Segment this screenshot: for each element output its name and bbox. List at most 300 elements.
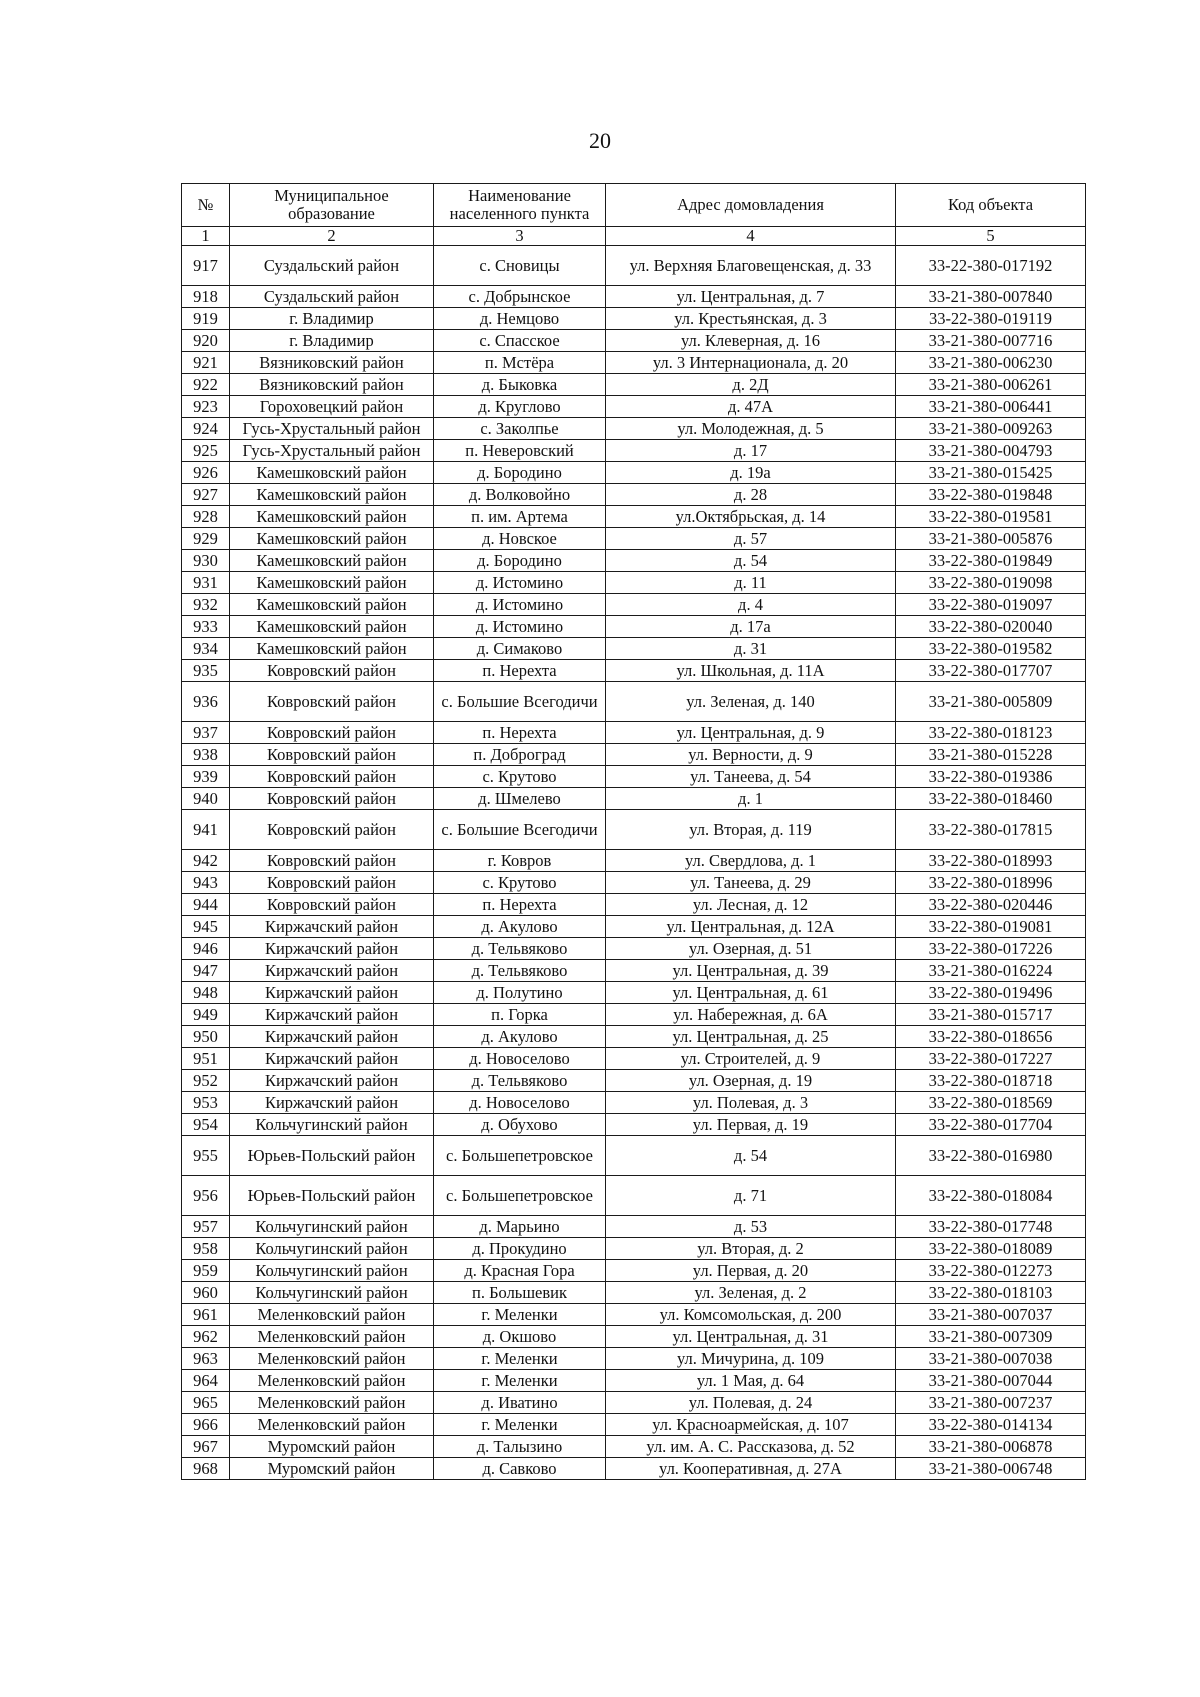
table-row <box>182 1216 1086 1238</box>
cell-object-code: 33-22-380-016980 <box>896 1136 1086 1176</box>
cell-municipality: Меленковский район <box>230 1348 434 1370</box>
table-row <box>182 1392 1086 1414</box>
cell-address: ул. Свердлова, д. 1 <box>606 850 896 872</box>
cell-settlement: д. Полутино <box>434 982 606 1004</box>
cell-number: 947 <box>182 960 230 982</box>
table-row <box>182 1114 1086 1136</box>
column-number-3: 3 <box>434 227 606 246</box>
cell-address: д. 1 <box>606 788 896 810</box>
cell-number: 966 <box>182 1414 230 1436</box>
cell-object-code: 33-21-380-007716 <box>896 330 1086 352</box>
cell-settlement: д. Савково <box>434 1458 606 1480</box>
cell-number: 958 <box>182 1238 230 1260</box>
cell-municipality: Камешковский район <box>230 550 434 572</box>
cell-municipality: Кольчугинский район <box>230 1282 434 1304</box>
table-row <box>182 1414 1086 1436</box>
cell-object-code: 33-22-380-017707 <box>896 660 1086 682</box>
cell-object-code: 33-22-380-019848 <box>896 484 1086 506</box>
cell-settlement: д. Иватино <box>434 1392 606 1414</box>
cell-municipality: Камешковский район <box>230 506 434 528</box>
cell-object-code: 33-22-380-017704 <box>896 1114 1086 1136</box>
table-row <box>182 1436 1086 1458</box>
cell-settlement: д. Новоселово <box>434 1092 606 1114</box>
cell-object-code: 33-22-380-018460 <box>896 788 1086 810</box>
cell-object-code: 33-22-380-019081 <box>896 916 1086 938</box>
cell-municipality: Вязниковский район <box>230 374 434 396</box>
cell-number: 933 <box>182 616 230 638</box>
cell-settlement: д. Окшово <box>434 1326 606 1348</box>
cell-settlement: п. Нерехта <box>434 660 606 682</box>
cell-number: 934 <box>182 638 230 660</box>
cell-municipality: Ковровский район <box>230 872 434 894</box>
cell-address: ул. Центральная, д. 31 <box>606 1326 896 1348</box>
cell-address: ул. Зеленая, д. 2 <box>606 1282 896 1304</box>
cell-address: ул. Полевая, д. 3 <box>606 1092 896 1114</box>
cell-settlement: с. Спасское <box>434 330 606 352</box>
cell-number: 952 <box>182 1070 230 1092</box>
cell-settlement: г. Ковров <box>434 850 606 872</box>
cell-address: ул. Зеленая, д. 140 <box>606 682 896 722</box>
cell-municipality: Киржачский район <box>230 960 434 982</box>
cell-object-code: 33-22-380-017192 <box>896 246 1086 286</box>
cell-address: ул. Лесная, д. 12 <box>606 894 896 916</box>
cell-municipality: Гороховецкий район <box>230 396 434 418</box>
cell-municipality: Юрьев-Польский район <box>230 1136 434 1176</box>
cell-address: ул. Озерная, д. 51 <box>606 938 896 960</box>
cell-municipality: Кольчугинский район <box>230 1114 434 1136</box>
cell-municipality: Меленковский район <box>230 1326 434 1348</box>
cell-number: 942 <box>182 850 230 872</box>
cell-municipality: Вязниковский район <box>230 352 434 374</box>
cell-object-code: 33-21-380-009263 <box>896 418 1086 440</box>
cell-number: 945 <box>182 916 230 938</box>
cell-municipality: Киржачский район <box>230 982 434 1004</box>
header-address: Адрес домовладения <box>606 184 896 227</box>
cell-number: 932 <box>182 594 230 616</box>
cell-municipality: г. Владимир <box>230 308 434 330</box>
cell-address: ул. Первая, д. 19 <box>606 1114 896 1136</box>
cell-municipality: Киржачский район <box>230 938 434 960</box>
table-row <box>182 766 1086 788</box>
cell-municipality: Киржачский район <box>230 916 434 938</box>
cell-address: д. 57 <box>606 528 896 550</box>
cell-settlement: д. Акулово <box>434 1026 606 1048</box>
cell-object-code: 33-21-380-015425 <box>896 462 1086 484</box>
cell-number: 921 <box>182 352 230 374</box>
table-row <box>182 638 1086 660</box>
cell-object-code: 33-22-380-018084 <box>896 1176 1086 1216</box>
cell-number: 931 <box>182 572 230 594</box>
cell-address: ул. Строителей, д. 9 <box>606 1048 896 1070</box>
cell-settlement: д. Тельвяково <box>434 1070 606 1092</box>
cell-municipality: г. Владимир <box>230 330 434 352</box>
header-object-code: Код объекта <box>896 184 1086 227</box>
table-header-row <box>182 184 1086 227</box>
table-row <box>182 722 1086 744</box>
table-row <box>182 1026 1086 1048</box>
cell-object-code: 33-21-380-007044 <box>896 1370 1086 1392</box>
cell-address: ул. Центральная, д. 7 <box>606 286 896 308</box>
table-row <box>182 810 1086 850</box>
table-row <box>182 744 1086 766</box>
cell-settlement: д. Немцово <box>434 308 606 330</box>
cell-settlement: п. Нерехта <box>434 894 606 916</box>
cell-address: д. 4 <box>606 594 896 616</box>
table-row <box>182 484 1086 506</box>
cell-settlement: д. Быковка <box>434 374 606 396</box>
header-number: № <box>182 184 230 227</box>
cell-number: 925 <box>182 440 230 462</box>
cell-settlement: с. Большепетровское <box>434 1176 606 1216</box>
cell-municipality: Ковровский район <box>230 894 434 916</box>
table-row <box>182 872 1086 894</box>
cell-address: д. 28 <box>606 484 896 506</box>
cell-number: 938 <box>182 744 230 766</box>
page-number: 20 <box>589 128 611 153</box>
cell-municipality: Юрьев-Польский район <box>230 1176 434 1216</box>
cell-address: ул. Школьная, д. 11А <box>606 660 896 682</box>
cell-settlement: п. им. Артема <box>434 506 606 528</box>
cell-object-code: 33-21-380-006878 <box>896 1436 1086 1458</box>
table-row <box>182 938 1086 960</box>
table-row <box>182 1176 1086 1216</box>
cell-address: ул. Вторая, д. 2 <box>606 1238 896 1260</box>
cell-settlement: д. Шмелево <box>434 788 606 810</box>
cell-settlement: п. Нерехта <box>434 722 606 744</box>
table-row <box>182 1458 1086 1480</box>
cell-object-code: 33-22-380-012273 <box>896 1260 1086 1282</box>
cell-address: ул. 1 Мая, д. 64 <box>606 1370 896 1392</box>
cell-number: 965 <box>182 1392 230 1414</box>
cell-settlement: д. Круглово <box>434 396 606 418</box>
cell-municipality: Суздальский район <box>230 246 434 286</box>
cell-object-code: 33-21-380-005876 <box>896 528 1086 550</box>
cell-municipality: Ковровский район <box>230 766 434 788</box>
cell-object-code: 33-22-380-019098 <box>896 572 1086 594</box>
cell-number: 930 <box>182 550 230 572</box>
table-row <box>182 1048 1086 1070</box>
table-row <box>182 1348 1086 1370</box>
cell-number: 948 <box>182 982 230 1004</box>
cell-municipality: Ковровский район <box>230 788 434 810</box>
cell-municipality: Ковровский район <box>230 850 434 872</box>
cell-address: ул. Клеверная, д. 16 <box>606 330 896 352</box>
cell-number: 922 <box>182 374 230 396</box>
table-body <box>182 246 1086 1480</box>
column-number-5: 5 <box>896 227 1086 246</box>
cell-municipality: Кольчугинский район <box>230 1238 434 1260</box>
table-row <box>182 594 1086 616</box>
column-numbers-row <box>182 227 1086 246</box>
cell-object-code: 33-22-380-017227 <box>896 1048 1086 1070</box>
cell-number: 928 <box>182 506 230 528</box>
cell-object-code: 33-21-380-007237 <box>896 1392 1086 1414</box>
cell-settlement: д. Обухово <box>434 1114 606 1136</box>
cell-number: 923 <box>182 396 230 418</box>
cell-municipality: Ковровский район <box>230 744 434 766</box>
table-row <box>182 528 1086 550</box>
table-row <box>182 418 1086 440</box>
cell-municipality: Кольчугинский район <box>230 1260 434 1282</box>
table-row <box>182 916 1086 938</box>
column-number-1: 1 <box>182 227 230 246</box>
cell-municipality: Меленковский район <box>230 1304 434 1326</box>
cell-number: 935 <box>182 660 230 682</box>
cell-number: 959 <box>182 1260 230 1282</box>
cell-settlement: с. Крутово <box>434 766 606 788</box>
cell-address: ул. Молодежная, д. 5 <box>606 418 896 440</box>
table-row <box>182 850 1086 872</box>
cell-object-code: 33-22-380-018123 <box>896 722 1086 744</box>
cell-object-code: 33-21-380-016224 <box>896 960 1086 982</box>
cell-address: ул. Центральная, д. 39 <box>606 960 896 982</box>
cell-municipality: Ковровский район <box>230 660 434 682</box>
cell-address: ул. Мичурина, д. 109 <box>606 1348 896 1370</box>
cell-object-code: 33-22-380-019582 <box>896 638 1086 660</box>
cell-number: 961 <box>182 1304 230 1326</box>
cell-address: ул. Танеева, д. 54 <box>606 766 896 788</box>
cell-settlement: д. Марьино <box>434 1216 606 1238</box>
table-row <box>182 1070 1086 1092</box>
cell-address: ул. Центральная, д. 9 <box>606 722 896 744</box>
table-row <box>182 1092 1086 1114</box>
cell-settlement: с. Заколпье <box>434 418 606 440</box>
cell-object-code: 33-21-380-015228 <box>896 744 1086 766</box>
cell-settlement: с. Сновицы <box>434 246 606 286</box>
cell-object-code: 33-21-380-007309 <box>896 1326 1086 1348</box>
cell-number: 917 <box>182 246 230 286</box>
cell-number: 968 <box>182 1458 230 1480</box>
cell-settlement: д. Акулово <box>434 916 606 938</box>
cell-municipality: Киржачский район <box>230 1026 434 1048</box>
cell-object-code: 33-21-380-005809 <box>896 682 1086 722</box>
cell-object-code: 33-21-380-006230 <box>896 352 1086 374</box>
cell-object-code: 33-22-380-020446 <box>896 894 1086 916</box>
cell-object-code: 33-22-380-018569 <box>896 1092 1086 1114</box>
cell-number: 954 <box>182 1114 230 1136</box>
cell-address: ул. им. А. С. Рассказова, д. 52 <box>606 1436 896 1458</box>
cell-settlement: г. Меленки <box>434 1370 606 1392</box>
table-row <box>182 1136 1086 1176</box>
cell-number: 918 <box>182 286 230 308</box>
cell-address: д. 71 <box>606 1176 896 1216</box>
cell-object-code: 33-22-380-019386 <box>896 766 1086 788</box>
cell-municipality: Камешковский район <box>230 528 434 550</box>
cell-object-code: 33-21-380-006261 <box>896 374 1086 396</box>
cell-address: ул. Полевая, д. 24 <box>606 1392 896 1414</box>
cell-settlement: д. Новское <box>434 528 606 550</box>
table-row <box>182 1304 1086 1326</box>
cell-settlement: д. Тельвяково <box>434 960 606 982</box>
table-row <box>182 286 1086 308</box>
cell-object-code: 33-22-380-017748 <box>896 1216 1086 1238</box>
cell-address: ул.Октябрьская, д. 14 <box>606 506 896 528</box>
cell-address: ул. Первая, д. 20 <box>606 1260 896 1282</box>
cell-settlement: с. Крутово <box>434 872 606 894</box>
cell-object-code: 33-22-380-017815 <box>896 810 1086 850</box>
cell-address: ул. Вторая, д. 119 <box>606 810 896 850</box>
cell-settlement: д. Бородино <box>434 462 606 484</box>
table-row <box>182 506 1086 528</box>
cell-municipality: Муромский район <box>230 1458 434 1480</box>
cell-number: 944 <box>182 894 230 916</box>
cell-address: д. 11 <box>606 572 896 594</box>
cell-settlement: д. Волковойно <box>434 484 606 506</box>
cell-municipality: Муромский район <box>230 1436 434 1458</box>
cell-object-code: 33-22-380-017226 <box>896 938 1086 960</box>
cell-settlement: п. Доброград <box>434 744 606 766</box>
cell-object-code: 33-22-380-019119 <box>896 308 1086 330</box>
cell-number: 957 <box>182 1216 230 1238</box>
cell-settlement: д. Истомино <box>434 572 606 594</box>
cell-municipality: Камешковский район <box>230 616 434 638</box>
cell-municipality: Кольчугинский район <box>230 1216 434 1238</box>
header-settlement: Наименование населенного пункта <box>434 184 606 227</box>
cell-object-code: 33-22-380-018103 <box>896 1282 1086 1304</box>
cell-address: ул. Танеева, д. 29 <box>606 872 896 894</box>
cell-settlement: д. Прокудино <box>434 1238 606 1260</box>
cell-municipality: Меленковский район <box>230 1370 434 1392</box>
cell-address: д. 54 <box>606 550 896 572</box>
cell-object-code: 33-21-380-015717 <box>896 1004 1086 1026</box>
cell-address: д. 2Д <box>606 374 896 396</box>
cell-settlement: д. Бородино <box>434 550 606 572</box>
cell-object-code: 33-21-380-006748 <box>896 1458 1086 1480</box>
table-row <box>182 330 1086 352</box>
cell-number: 946 <box>182 938 230 960</box>
cell-number: 936 <box>182 682 230 722</box>
table-row <box>182 440 1086 462</box>
cell-object-code: 33-22-380-019581 <box>896 506 1086 528</box>
cell-municipality: Ковровский район <box>230 722 434 744</box>
cell-number: 962 <box>182 1326 230 1348</box>
table-row <box>182 616 1086 638</box>
cell-number: 929 <box>182 528 230 550</box>
cell-object-code: 33-21-380-006441 <box>896 396 1086 418</box>
cell-number: 964 <box>182 1370 230 1392</box>
objects-table <box>181 183 1086 1480</box>
cell-address: ул. Озерная, д. 19 <box>606 1070 896 1092</box>
table-row <box>182 894 1086 916</box>
table-row <box>182 462 1086 484</box>
cell-address: ул. Центральная, д. 61 <box>606 982 896 1004</box>
table-row <box>182 572 1086 594</box>
cell-object-code: 33-22-380-018718 <box>896 1070 1086 1092</box>
cell-settlement: с. Большие Всегодичи <box>434 682 606 722</box>
cell-number: 937 <box>182 722 230 744</box>
cell-address: д. 17 <box>606 440 896 462</box>
cell-settlement: п. Горка <box>434 1004 606 1026</box>
column-number-2: 2 <box>230 227 434 246</box>
cell-settlement: д. Истомино <box>434 616 606 638</box>
cell-object-code: 33-21-380-007840 <box>896 286 1086 308</box>
cell-settlement: д. Красная Гора <box>434 1260 606 1282</box>
cell-municipality: Меленковский район <box>230 1392 434 1414</box>
table-row <box>182 960 1086 982</box>
cell-settlement: с. Большие Всегодичи <box>434 810 606 850</box>
cell-settlement: д. Симаково <box>434 638 606 660</box>
header-municipality: Муниципальное образование <box>230 184 434 227</box>
cell-address: д. 17а <box>606 616 896 638</box>
cell-address: ул. Комсомольская, д. 200 <box>606 1304 896 1326</box>
cell-settlement: д. Талызино <box>434 1436 606 1458</box>
cell-object-code: 33-22-380-019849 <box>896 550 1086 572</box>
cell-address: ул. 3 Интернационала, д. 20 <box>606 352 896 374</box>
table-row <box>182 246 1086 286</box>
cell-number: 943 <box>182 872 230 894</box>
cell-municipality: Камешковский район <box>230 462 434 484</box>
table-row <box>182 308 1086 330</box>
cell-address: ул. Набережная, д. 6А <box>606 1004 896 1026</box>
column-number-4: 4 <box>606 227 896 246</box>
cell-settlement: д. Тельвяково <box>434 938 606 960</box>
cell-settlement: п. Неверовский <box>434 440 606 462</box>
cell-number: 956 <box>182 1176 230 1216</box>
cell-number: 967 <box>182 1436 230 1458</box>
table-row <box>182 1282 1086 1304</box>
cell-number: 955 <box>182 1136 230 1176</box>
cell-settlement: г. Меленки <box>434 1304 606 1326</box>
cell-number: 919 <box>182 308 230 330</box>
cell-settlement: д. Новоселово <box>434 1048 606 1070</box>
cell-object-code: 33-22-380-020040 <box>896 616 1086 638</box>
cell-municipality: Камешковский район <box>230 484 434 506</box>
cell-settlement: г. Меленки <box>434 1414 606 1436</box>
cell-number: 926 <box>182 462 230 484</box>
cell-number: 949 <box>182 1004 230 1026</box>
cell-object-code: 33-21-380-004793 <box>896 440 1086 462</box>
cell-address: д. 47А <box>606 396 896 418</box>
cell-address: ул. Центральная, д. 12А <box>606 916 896 938</box>
cell-municipality: Киржачский район <box>230 1092 434 1114</box>
cell-settlement: с. Добрынское <box>434 286 606 308</box>
cell-municipality: Камешковский район <box>230 572 434 594</box>
cell-number: 963 <box>182 1348 230 1370</box>
cell-settlement: г. Меленки <box>434 1348 606 1370</box>
table-row <box>182 550 1086 572</box>
table-row <box>182 682 1086 722</box>
cell-municipality: Гусь-Хрустальный район <box>230 418 434 440</box>
cell-object-code: 33-21-380-007037 <box>896 1304 1086 1326</box>
cell-number: 950 <box>182 1026 230 1048</box>
table-row <box>182 352 1086 374</box>
table-row <box>182 788 1086 810</box>
cell-number: 951 <box>182 1048 230 1070</box>
cell-address: д. 54 <box>606 1136 896 1176</box>
cell-number: 960 <box>182 1282 230 1304</box>
cell-municipality: Киржачский район <box>230 1048 434 1070</box>
cell-object-code: 33-22-380-018996 <box>896 872 1086 894</box>
table-row <box>182 660 1086 682</box>
cell-number: 920 <box>182 330 230 352</box>
cell-number: 941 <box>182 810 230 850</box>
table-row <box>182 1260 1086 1282</box>
cell-municipality: Киржачский район <box>230 1004 434 1026</box>
cell-object-code: 33-22-380-018089 <box>896 1238 1086 1260</box>
cell-settlement: п. Мстёра <box>434 352 606 374</box>
cell-municipality: Гусь-Хрустальный район <box>230 440 434 462</box>
cell-municipality: Ковровский район <box>230 810 434 850</box>
cell-address: ул. Красноармейская, д. 107 <box>606 1414 896 1436</box>
cell-settlement: п. Большевик <box>434 1282 606 1304</box>
cell-settlement: с. Большепетровское <box>434 1136 606 1176</box>
cell-address: д. 53 <box>606 1216 896 1238</box>
cell-number: 924 <box>182 418 230 440</box>
cell-number: 940 <box>182 788 230 810</box>
cell-number: 953 <box>182 1092 230 1114</box>
cell-address: д. 31 <box>606 638 896 660</box>
cell-number: 939 <box>182 766 230 788</box>
